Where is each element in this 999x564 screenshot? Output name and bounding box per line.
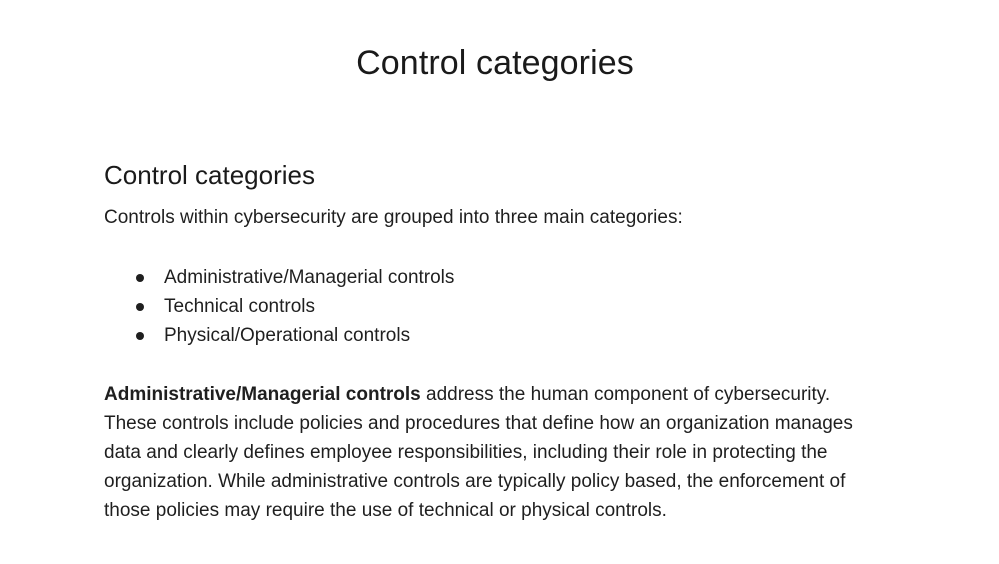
category-list	[104, 263, 884, 350]
paragraph-text: address the human component of cybersecurity. These controls include policies and procedures that define how an organization manages data and clearly defines employee responsibilities, including their role in protecting the organization. While administrative controls are typically policy based, the enforcement of those policies may require the use of technical or physical controls.	[104, 384, 853, 521]
list-item	[104, 263, 884, 292]
list-item-label: Administrative/Managerial controls	[164, 267, 455, 288]
bullet-icon	[136, 274, 144, 282]
document-content	[104, 157, 884, 525]
page-title: Control categories	[356, 44, 634, 82]
intro-text: Controls within cybersecurity are grouped into three main categories:	[104, 207, 683, 228]
paragraph-bold-lead: Administrative/Managerial controls	[104, 384, 421, 405]
list-item	[104, 321, 884, 350]
list-item	[104, 292, 884, 321]
list-item-label: Physical/Operational controls	[164, 325, 411, 346]
list-item-label: Technical controls	[164, 296, 316, 317]
bullet-icon	[136, 332, 144, 340]
bullet-icon	[136, 303, 144, 311]
body-paragraph	[104, 380, 884, 525]
section-heading: Control categories	[104, 160, 315, 190]
